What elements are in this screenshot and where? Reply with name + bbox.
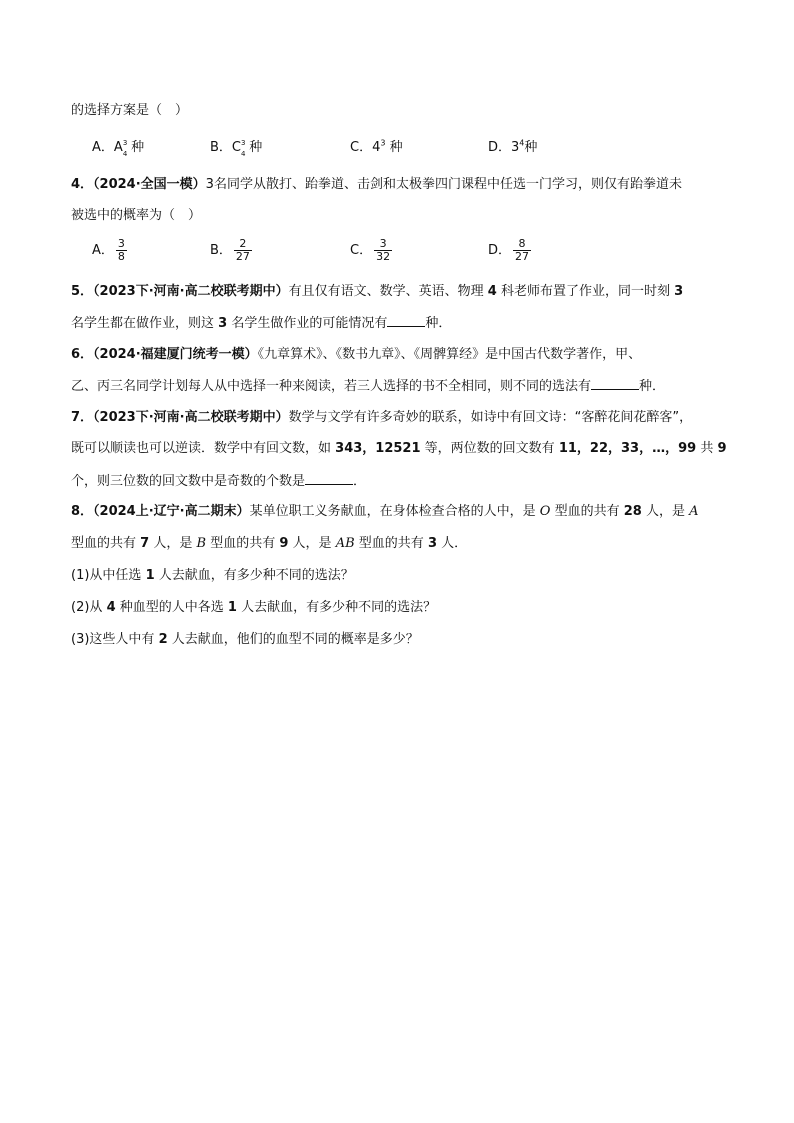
- q7-stem-line1: 7．（2023下·河南·高二校联考期中）数学与文学有许多奇妙的联系，如诗中有回文诗：“客醉花间花醉客”，: [71, 410, 693, 425]
- permutation-symbol: A 3 4: [113, 139, 128, 158]
- q4-option-d[interactable]: D． $\frac{8}{27}$: [488, 237, 530, 263]
- q6-stem-line2: 乙、丙三名同学计划每人从中选择一种来阅读，若三人选择的书不全相同，则不同的选法有 种．: [71, 379, 666, 394]
- q4-option-a[interactable]: A． $\frac{3}{8}$: [92, 237, 125, 263]
- fraction: $\frac{3}{8}$: [117, 237, 125, 263]
- q5-stem-line1: 5．（2023下·河南·高二校联考期中）有且仅有语文、数学、英语、物理 4 科老师布置了作业，同一时刻 3: [71, 284, 684, 299]
- q3-option-d[interactable]: D．$3^4$种: [488, 138, 538, 155]
- q4-stem-line2: 被选中的概率为（ ）: [71, 208, 202, 223]
- q8-stem-line1: 8．（2024上·辽宁·高二期末）某单位职工义务献血，在身体检查合格的人中，是 O 型血的共有 28 人，是 A: [71, 504, 699, 519]
- answer-blank[interactable]: [387, 314, 425, 327]
- q4-option-b[interactable]: B． $\frac{2}{27}$: [210, 237, 250, 263]
- q3-option-b[interactable]: B．C 3 4 种: [210, 139, 263, 158]
- q3-option-c[interactable]: C．$4^3$ 种: [350, 138, 403, 155]
- q8-subquestion-3: (3)这些人中有 2 人去献血，他们的血型不同的概率是多少？: [71, 632, 419, 647]
- q7-stem-line2: 既可以顺读也可以逆读．数学中有回文数，如 343，12521 等，两位数的回文数有 11，22，33，…，99 共 9: [71, 441, 727, 456]
- q4-stem-line1: 4．（2024·全国一模）3名同学从散打、跆拳道、击剑和太极拳四门课程中任选一门学习，则仅有跆拳道未: [71, 177, 682, 192]
- answer-blank[interactable]: [305, 472, 353, 485]
- q8-subquestion-2: (2)从 4 种血型的人中各选 1 人去献血，有多少种不同的选法？: [71, 600, 437, 615]
- fraction: $\frac{2}{27}$: [235, 237, 250, 263]
- q3-option-a[interactable]: A．A 3 4 种: [92, 139, 145, 158]
- q3-stem-tail: 的选择方案是（ ）: [71, 103, 189, 118]
- q8-subquestion-1: (1)从中任选 1 人去献血，有多少种不同的选法？: [71, 568, 354, 583]
- q4-options: [92, 238, 652, 272]
- q5-stem-line2: 名学生都在做作业，则这 3 名学生做作业的可能情况有 种．: [71, 316, 452, 331]
- combination-symbol: C 3 4: [231, 139, 246, 158]
- q7-stem-line3: 个，则三位数的回文数中是奇数的个数是 ．: [71, 474, 367, 489]
- q4-option-c[interactable]: C． $\frac{3}{32}$: [350, 237, 391, 263]
- fraction: $\frac{8}{27}$: [515, 237, 530, 263]
- fraction: $\frac{3}{32}$: [376, 237, 391, 263]
- q6-stem-line1: 6．（2024·福建厦门统考一模）《九章算术》、《数书九章》、《周髀算经》是中国古代数学著作，甲、: [71, 347, 642, 362]
- q8-stem-line2: 型血的共有 7 人，是 B 型血的共有 9 人，是 AB 型血的共有 3 人．: [71, 536, 468, 551]
- answer-blank[interactable]: [591, 377, 639, 390]
